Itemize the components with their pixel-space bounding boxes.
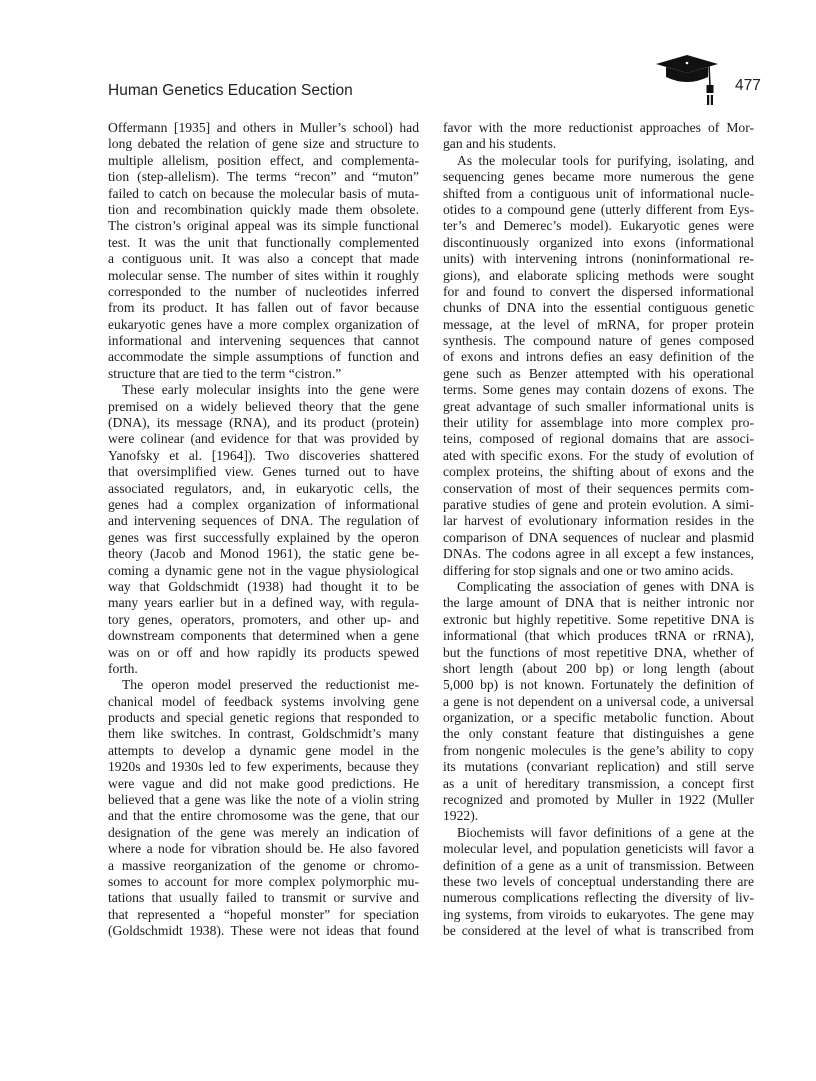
text-line: Yanofsky et al. [1964]). Two discoveries shattered (108, 447, 419, 463)
paragraph (443, 153, 754, 579)
text-line: of exons and introns defies an easy definition of the (443, 349, 754, 365)
text-line: failed to catch on because the molecular basis of muta- (108, 185, 419, 201)
text-line: ated with specific exons. For the study of evolution of (443, 447, 754, 463)
text-line: parative studies of gene and protein evolution. A simi- (443, 496, 754, 512)
text-line: sequencing genes became more numerous the gene (443, 169, 754, 185)
text-line: corresponded to the number of nucleotides inferred (108, 283, 419, 299)
text-line: and that the entire chromosome was the gene, that our (108, 808, 419, 824)
graduation-cap-icon (656, 55, 720, 107)
text-line: that oversimplified view. Genes turned out to have (108, 464, 419, 480)
text-line: genes was first successfully explained by the operon (108, 529, 419, 545)
text-line: differing for stop signals and one or two amino acids. (443, 562, 734, 578)
text-line: recognized and promoted by Muller in 1922 (Muller (443, 792, 754, 808)
text-line: 1920s and 1930s led to few experiments, because they (108, 759, 419, 775)
text-line: structure that are tied to the term “cistron.” (108, 365, 342, 381)
text-line: attempts to develop a dynamic gene model in the (108, 742, 419, 758)
page-number: 477 (735, 77, 761, 94)
text-line: a gene is not dependent on a universal code, a universal (443, 693, 754, 709)
text-line: genes had a complex organization of informational (108, 496, 419, 512)
text-line: chanical model of feedback systems involving gene (108, 693, 419, 709)
text-line: informational and intervening sequences that cannot (108, 333, 419, 349)
text-line: conservation of most of their sequences permits com- (443, 480, 754, 496)
text-line: lar harvest of evolutionary information resides in the (443, 513, 754, 529)
text-line: way that Goldschmidt (1938) had thought it to be (108, 578, 419, 594)
text-line: as a unit of hereditary transmission, a concept first (443, 775, 754, 791)
text-line: informational (that which produces tRNA or rRNA), (443, 628, 754, 644)
text-line: message, at the level of mRNA, for proper protein (443, 316, 754, 332)
text-line: them like switches. In contrast, Goldschmidt’s many (108, 726, 419, 742)
text-line: from its product. It has fallen out of favor because (108, 300, 419, 316)
text-line: was on or off and how rapidly its products spewed (108, 644, 419, 660)
text-line: accommodate the simple assumptions of function and (108, 349, 419, 365)
text-line: (DNA), its message (RNA), and its product (protein) (108, 415, 419, 431)
text-line: ing systems, from viroids to eukaryotes. The gene may (443, 906, 754, 922)
text-line: believed that a gene was like the note of a violin string (108, 792, 419, 808)
text-line: forth. (108, 660, 138, 676)
text-line: for and found to convert the dispersed informational (443, 283, 754, 299)
text-line: complex proteins, the shifting about of exons and the (443, 464, 754, 480)
text-line: downstream components that determined when a gene (108, 628, 419, 644)
text-line: The operon model preserved the reductionist me- (122, 677, 419, 693)
text-line: Biochemists will favor definitions of a gene at the (457, 824, 754, 840)
text-line: synthesis. The compound nature of genes composed (443, 333, 754, 349)
text-line: tion (step-allelism). The terms “recon” and “muton” (108, 169, 419, 185)
text-line: be considered at the level of what is transcribed from (443, 923, 754, 939)
text-line: many years earlier but in a defined way, with regula- (108, 595, 419, 611)
text-line: the large amount of DNA that is neither intronic nor (443, 595, 754, 611)
text-line: teins, composed of regional domains that are associ- (443, 431, 754, 447)
text-line: These early molecular insights into the gene were (122, 382, 419, 398)
text-line: favor with the more reductionist approaches of Mor- (443, 120, 754, 135)
text-line: coming a dynamic gene not in the vague physiological (108, 562, 419, 578)
text-line: its mutations (convariant replication) and still serve (443, 759, 754, 775)
left-column (108, 120, 419, 940)
text-line: products and special genetic regions that responded to (108, 710, 419, 726)
paragraph (108, 382, 419, 677)
text-line: great advantage of such smaller informational units is (443, 398, 754, 414)
text-line: The cistron’s original appeal was its simple functional (108, 218, 419, 234)
text-line: gene such as Benzer attempted with his operational (443, 365, 754, 381)
running-head: Human Genetics Education Section (108, 82, 353, 99)
text-line: associated regulators, and, in eukaryotic cells, the (108, 480, 419, 496)
text-line: tory genes, operators, promoters, and other up- and (108, 611, 419, 627)
text-line: from nongenic molecules is the gene’s ability to copy (443, 742, 754, 758)
text-line: tations that usually failed to transmit or survive and (108, 890, 419, 906)
text-line: 5,000 bp) is not known. Fortunately the definition of (443, 677, 754, 693)
text-line: test. It was the unit that functionally complemented (108, 234, 419, 250)
text-line: otides to a compound gene (utterly different from Eys- (443, 201, 754, 217)
paragraph (443, 120, 754, 153)
text-line: comparison of DNA sequences of nuclear and plasmid (443, 529, 754, 545)
text-line: that represented a “hopeful monster” for speciation (108, 906, 419, 922)
text-line: tion and recombination quickly made them obsolete. (108, 201, 419, 217)
text-line: Complicating the association of genes with DNA is (457, 578, 754, 594)
text-line: molecular sense. The number of sites within it roughly (108, 267, 419, 283)
text-line: ter’s and Demerec’s model). Eukaryotic genes were (443, 218, 754, 234)
right-column (443, 120, 754, 940)
text-line: numerous complications reflecting the diversity of liv- (443, 890, 754, 906)
text-line: discontinuously organized into exons (informational (443, 234, 754, 250)
text-line: gan and his students. (443, 136, 557, 152)
text-line: gions), and elaborate splicing methods were sought (443, 267, 754, 283)
text-line: eukaryotic genes have a more complex organization of (108, 316, 419, 332)
text-line: but the functions of most repetitive DNA, whether of (443, 644, 754, 660)
text-line: Offermann [1935] and others in Muller’s school) had (108, 120, 419, 135)
paragraph (108, 120, 419, 382)
text-line: theory (Jacob and Monod 1961), the static gene be- (108, 546, 419, 562)
text-line: organization, or a specific metabolic function. About (443, 710, 754, 726)
text-line: were vague and did not make good predictions. He (108, 775, 419, 791)
text-line: short length (about 200 bp) or long length (about (443, 660, 754, 676)
text-line: designation of the gene was merely an indication of (108, 824, 419, 840)
paragraph (443, 579, 754, 825)
text-line: extronic but highly repetitive. Some repetitive DNA is (443, 611, 754, 627)
text-line: a contiguous unit. It was also a concept that made (108, 251, 419, 267)
text-line: multiple allelism, position effect, and complementa- (108, 152, 419, 168)
text-line: terms. Some genes may contain dozens of exons. The (443, 382, 754, 398)
text-line: premised on a widely believed theory that the gene (108, 398, 419, 414)
text-line: the only constant feature that distinguishes a gene (443, 726, 754, 742)
text-line: (Goldschmidt 1938). These were not ideas that found (108, 923, 419, 939)
text-line: chunks of DNA into the essential contiguous genetic (443, 300, 754, 316)
text-line: definition of a gene as a unit of transmission. Between (443, 857, 754, 873)
text-line: As the molecular tools for purifying, isolating, and (457, 152, 754, 168)
text-line: long debated the relation of gene size and structure to (108, 136, 419, 152)
text-line: and intervening sequences of DNA. The regulation of (108, 513, 419, 529)
text-line: were colinear (and evidence for that was provided by (108, 431, 419, 447)
text-line: a massive reorganization of the genome or chromo- (108, 857, 419, 873)
text-line: DNAs. The codons agree in all except a few instances, (443, 546, 754, 562)
text-line: units) with intervening introns (noninformational re- (443, 251, 754, 267)
text-line: these two levels of conceptual understanding there are (443, 873, 754, 889)
text-line: where a node for vibration should be. He also favored (108, 841, 419, 857)
paragraph (108, 677, 419, 939)
text-line: 1922). (443, 808, 479, 824)
paragraph (443, 825, 754, 940)
text-line: somes to account for more complex polymorphic mu- (108, 873, 419, 889)
text-line: their utility for assemblage into more complex pro- (443, 415, 754, 431)
text-line: molecular level, and population geneticists will favor a (443, 841, 754, 857)
text-line: shifted from a contiguous unit of informational nucle- (443, 185, 754, 201)
